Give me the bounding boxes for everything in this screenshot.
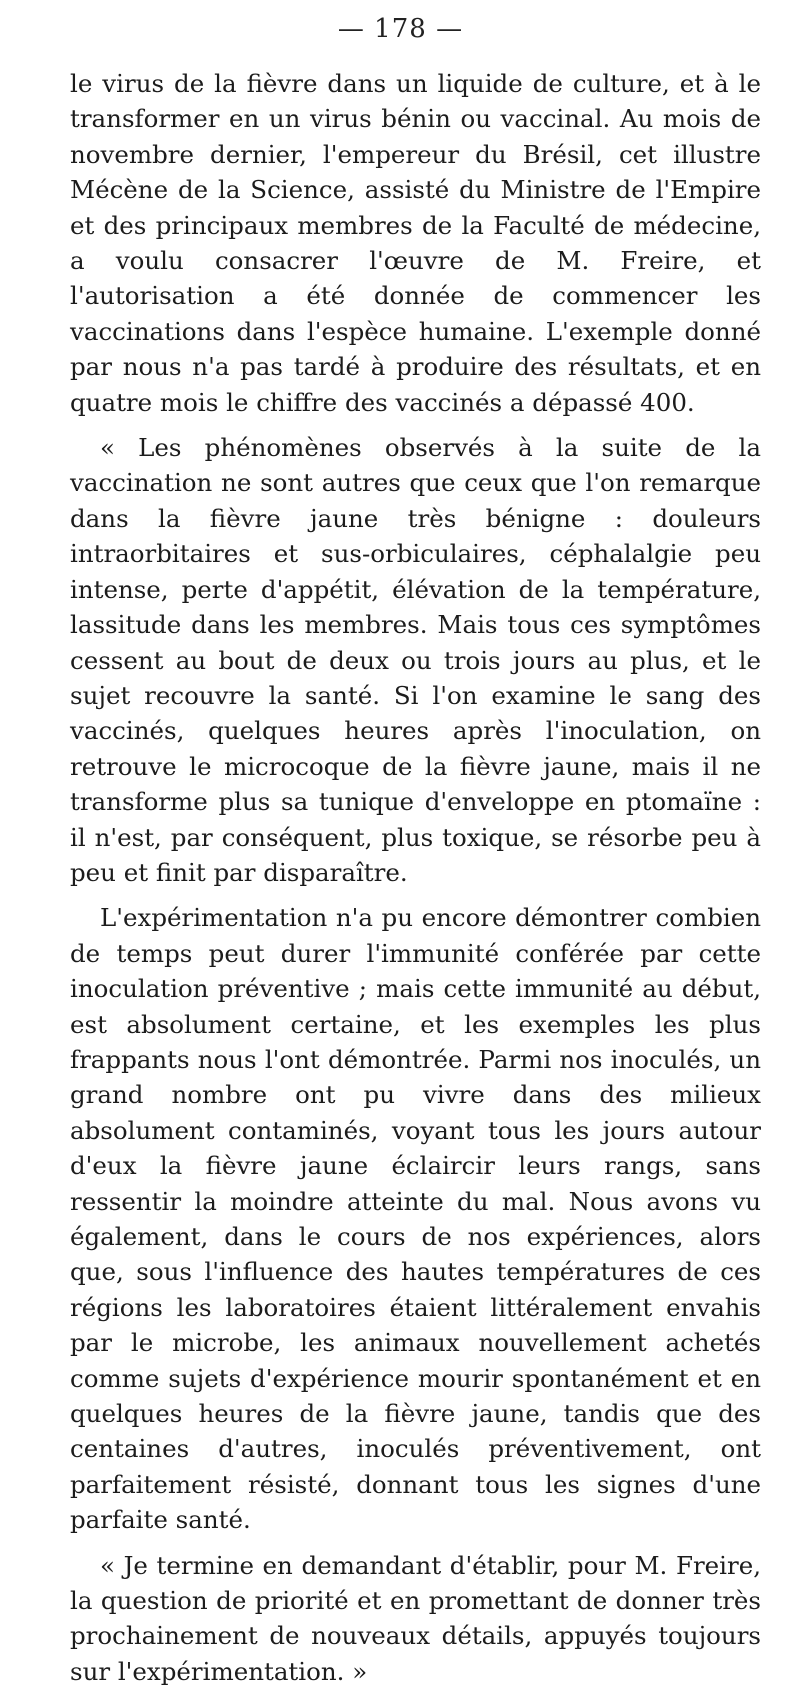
body-text — [70, 66, 761, 1689]
page-number: — 178 — — [337, 14, 464, 44]
paragraph-immunity-duration: L'expérimentation n'a pu encore démontrer combien de temps peut durer l'immunité conférée par cette inoculation préventive ; mais cette immunité au début, est absolument certaine, et les exemples les plus frappants nous l'ont démontrée. Parmi nos inoculés, un grand nombre ont pu vivre dans des milieux absolument contaminés, voyant tous les jours autour d'eux la fièvre jaune éclaircir leurs rangs, sans ressentir la moindre atteinte du mal. Nous avons vu également, dans le cours de nos expériences, alors que, sous l'influence des hautes températures de ces régions les laboratoires étaient littéralement envahis par le microbe, les animaux nouvellement achetés comme sujets d'expérience mourir spontanément et en quelques heures de la fièvre jaune, tandis que des centaines d'autres, inoculés préventivement, ont parfaitement résisté, donnant tous les signes d'une parfaite santé. — [70, 903, 761, 1535]
paragraph-vaccination-history: le virus de la fièvre dans un liquide de culture, et à le transformer en un virus bénin ou vaccinal. Au mois de novembre dernier, l'empereur du Brésil, cet illustre Mécène de la Science, assisté du Ministre de l'Empire et des principaux membres de la Faculté de médecine, a voulu consacrer l'œuvre de M. Freire, et l'autorisation a été donnée de commencer les vaccinations dans l'espèce humaine. L'exemple donné par nous n'a pas tardé à produire des résultats, et en quatre mois le chiffre des vaccinés a dépassé 400. — [70, 69, 761, 417]
paragraph-conclusion: « Je termine en demandant d'établir, pour M. Freire, la question de priorité et en promettant de donner très prochainement de nouveaux détails, appuyés toujours sur l'expérimentation. » — [70, 1550, 761, 1686]
paragraph-observed-phenomena: « Les phénomènes observés à la suite de la vaccination ne sont autres que ceux que l'on remarque dans la fièvre jaune très bénigne : douleurs intraorbitaires et sus-orbiculaires, céphalalgie peu intense, perte d'appétit, élévation de la température, lassitude dans les membres. Mais tous ces symptômes cessent au bout de deux ou trois jours au plus, et le sujet recouvre la santé. Si l'on examine le sang des vaccinés, quelques heures après l'inoculation, on retrouve le microcoque de la fièvre jaune, mais il ne transforme plus sa tunique d'enveloppe en ptomaïne : il n'est, par conséquent, plus toxique, se résorbe peu à peu et finit par disparaître. — [70, 433, 761, 887]
